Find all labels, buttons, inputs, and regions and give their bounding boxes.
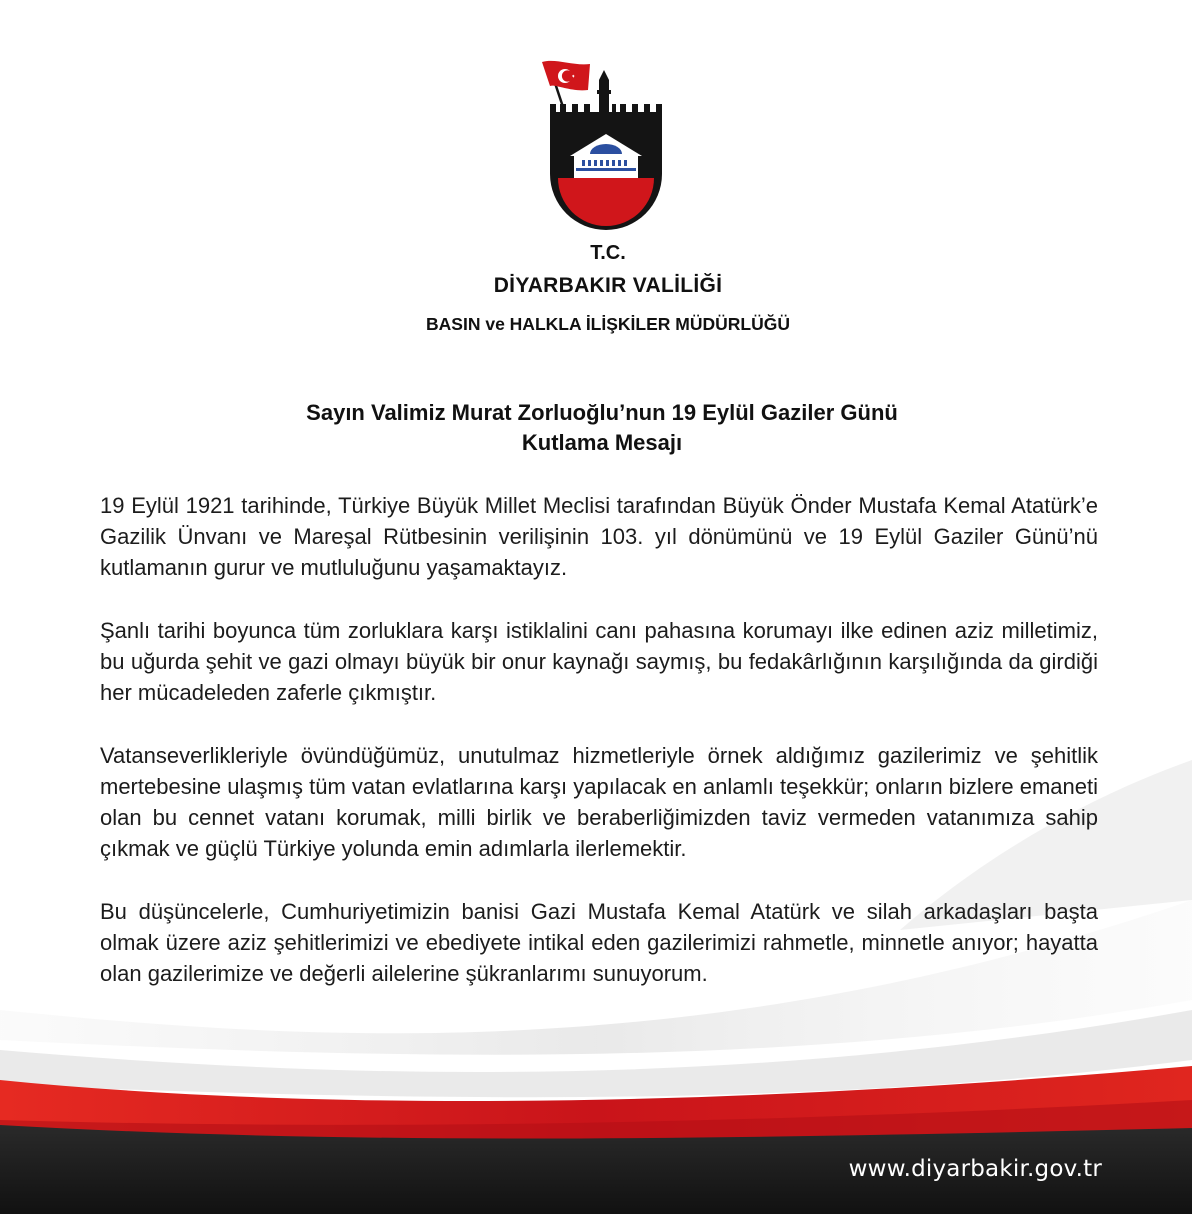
- website-link[interactable]: www.diyarbakir.gov.tr: [848, 1156, 1102, 1182]
- minaret: [599, 80, 609, 114]
- paragraph-3: Vatanseverlikleriyle övündüğümüz, unutulmaz hizmetleriyle örnek aldığımız gazilerimiz ve şehitlik mertebesine ulaşmış tüm vatan evlatlarına karşı yapılacak en anlamlı teşekkür; onların bizlere emaneti olan bu cennet vatanı korumak, milli birlik ve beraberliğimizden taviz vermeden vatanımıza sahip çıkmak ve güçlü Türkiye yolunda emin adımlarla ilerlemektir.: [100, 743, 1098, 861]
- blue-arches: [576, 160, 636, 171]
- message-title-line-1: Sayın Valimiz Murat Zorluoğlu’nun 19 Eylül Gaziler Günü: [306, 400, 898, 425]
- paragraph-2: Şanlı tarihi boyunca tüm zorluklara karşı istiklalini canı pahasına korumayı ilke edinen aziz milletimiz, bu uğurda şehit ve gazi olmayı büyük bir onur kaynağı saymış, bu fedakârlığının karşılığında da girdiği her mücadeleden zaferle çıkmıştır.: [100, 618, 1098, 705]
- tc-label: T.C.: [590, 242, 626, 264]
- paragraph-1: 19 Eylül 1921 tarihinde, Türkiye Büyük Millet Meclisi tarafından Büyük Önder Mustafa Kemal Atatürk’e Gazilik Ünvanı ve Mareşal Rütbesinin verilişinin 103. yıl dönümünü ve 19 Eylül Gaziler Günü’nü kutlamanın gurur ve mutluluğunu yaşamaktayız.: [100, 493, 1098, 580]
- diyarbakir-governorship-logo: [536, 56, 676, 238]
- paragraph-4: Bu düşüncelerle, Cumhuriyetimizin banisi Gazi Mustafa Kemal Atatürk ve silah arkadaşları başta olmak üzere aziz şehitlerimizi ve ebediyete intikal eden gazilerimizi rahmetle, minnetle anıyor; hayatta olan gazilerimize ve değerli ailelerine şükranlarımı sunuyorum.: [100, 899, 1098, 986]
- institution-name: DİYARBAKIR VALİLİĞİ: [493, 274, 723, 297]
- message-body: [100, 490, 1098, 1021]
- message-title: [0, 398, 1192, 458]
- department-name: BASIN ve HALKLA İLİŞKİLER MÜDÜRLÜĞÜ: [426, 314, 790, 334]
- message-title-line-2: Kutlama Mesajı: [521, 430, 683, 455]
